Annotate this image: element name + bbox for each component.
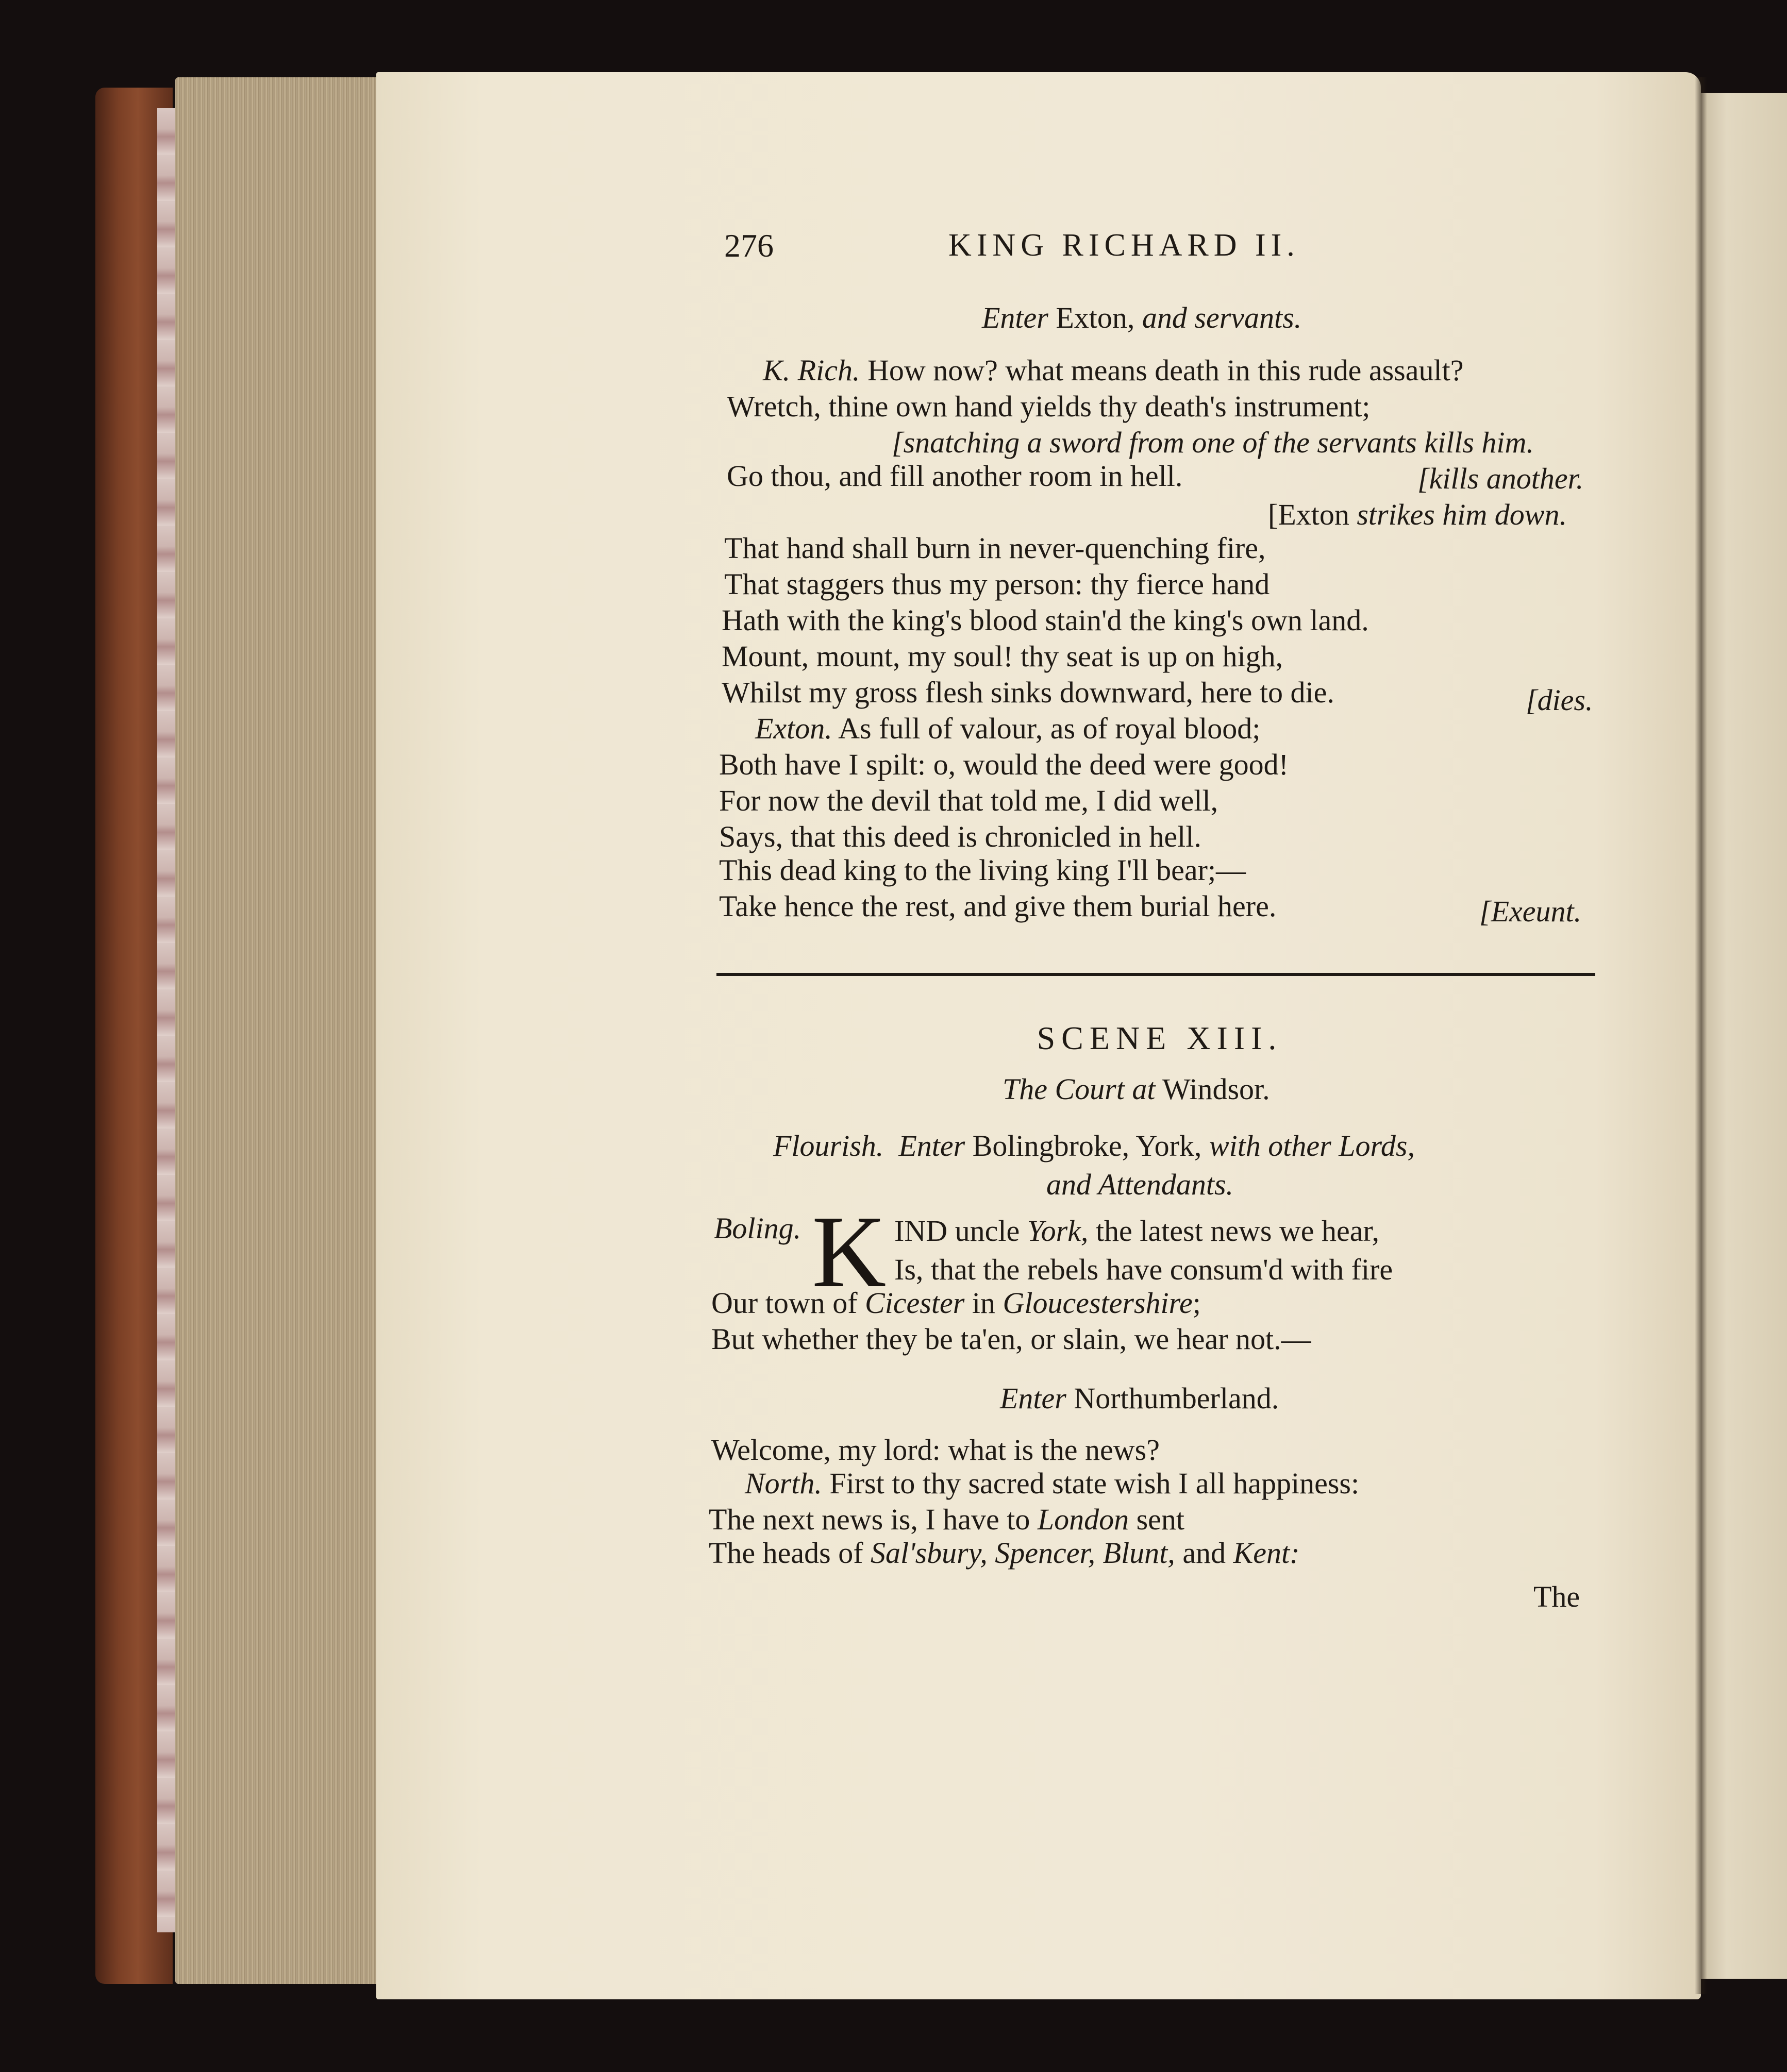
stage-direction: [snatching a sword from one of the servants kills him.	[892, 426, 1534, 459]
verse-line: K. Rich. How now? what means death in this rude assault?	[763, 353, 1464, 387]
verse-line: North. First to thy sacred state wish I all happiness:	[745, 1467, 1360, 1500]
stage-direction: [dies.	[1526, 683, 1593, 717]
verse-line: Our town of Cicester in Gloucestershire;	[711, 1286, 1201, 1320]
stage-direction: Flourish. Enter Bolingbroke, York, with other Lords,	[773, 1129, 1415, 1163]
page-edges	[175, 77, 379, 1984]
stage-direction: Enter Exton, and servants.	[982, 301, 1302, 334]
verse-line: IND uncle York, the latest news we hear,	[894, 1214, 1380, 1248]
verse-line: Wretch, thine own hand yields thy death's instrument;	[727, 390, 1371, 423]
verse-line: For now the devil that told me, I did well,	[719, 784, 1218, 817]
scene-location: The Court at Windsor.	[1003, 1072, 1270, 1106]
scene-title: SCENE XIII.	[1037, 1020, 1283, 1056]
verse-line: Says, that this deed is chronicled in hell.	[719, 820, 1201, 853]
speaker-name: Boling.	[714, 1211, 801, 1245]
speaker-name: Exton.	[755, 712, 832, 745]
marbled-edge	[157, 108, 178, 1932]
verse-line: But whether they be ta'en, or slain, we hear not.—	[711, 1322, 1311, 1356]
speaker-name: North.	[745, 1467, 822, 1500]
stage-direction: [kills another.	[1417, 462, 1584, 495]
verse-line: Exton. As full of valour, as of royal blood;	[755, 712, 1261, 745]
speaker-name: K. Rich.	[763, 353, 860, 387]
page-number: 276	[724, 227, 774, 264]
gutter-shadow	[1695, 77, 1707, 1994]
verse-line: Is, that the rebels have consum'd with fire	[894, 1253, 1393, 1286]
catchword: The	[1533, 1580, 1580, 1613]
verse-line: Whilst my gross flesh sinks downward, here to die.	[722, 676, 1334, 709]
verse-line: This dead king to the living king I'll bear;—	[719, 853, 1246, 887]
stage-direction: Enter Northumberland.	[1000, 1382, 1279, 1415]
scene-divider	[716, 973, 1595, 976]
stage-direction: [Exton strikes him down.	[1268, 498, 1567, 531]
verse-line: Hath with the king's blood stain'd the king's own land.	[722, 603, 1369, 637]
drop-capital: K	[812, 1195, 887, 1309]
verse-line: The heads of Sal'sbury, Spencer, Blunt, and Kent:	[709, 1536, 1300, 1570]
verse-line: Mount, mount, my soul! thy seat is up on high,	[722, 639, 1283, 673]
verse-line: That hand shall burn in never-quenching fire,	[724, 531, 1266, 565]
verse-line: Both have I spilt: o, would the deed were good!	[719, 748, 1289, 781]
running-title: KING RICHARD II.	[948, 228, 1300, 263]
verse-line: Go thou, and fill another room in hell.	[727, 459, 1183, 493]
stage-direction: and Attendants.	[1046, 1168, 1234, 1201]
facing-page	[1701, 93, 1787, 1979]
verse-line: Welcome, my lord: what is the news?	[711, 1433, 1160, 1467]
verse-line: The next news is, I have to London sent	[709, 1503, 1185, 1536]
stage-direction: [Exeunt.	[1479, 895, 1582, 928]
verse-line: That staggers thus my person: thy fierce hand	[724, 567, 1270, 601]
verse-line: Take hence the rest, and give them burial here.	[719, 889, 1277, 923]
